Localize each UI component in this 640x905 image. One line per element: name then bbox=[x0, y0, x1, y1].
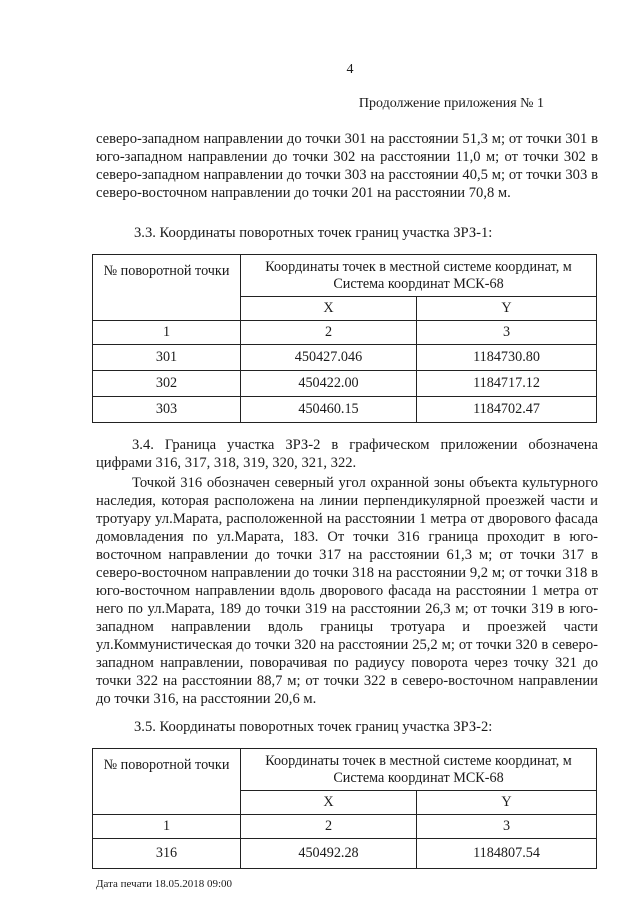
header-coordinates bbox=[241, 749, 597, 791]
coordinates-table-zrz-2 bbox=[92, 748, 597, 869]
section-3-4-paragraph-1: 3.4. Граница участка ЗРЗ-2 в графическом приложении обозначена цифрами 316, 317, 318, 319, 320, 321, 322. bbox=[96, 437, 598, 471]
index-cell: 2 bbox=[241, 321, 417, 345]
point-cell: 316 bbox=[93, 839, 241, 869]
table-row bbox=[93, 345, 597, 371]
header-x: X bbox=[241, 791, 417, 815]
y-cell: 1184717.12 bbox=[417, 371, 597, 397]
header-coordinates-line2: Система координат МСК-68 bbox=[333, 769, 504, 786]
index-cell: 3 bbox=[417, 815, 597, 839]
x-cell: 450492.28 bbox=[241, 839, 417, 869]
coordinates-table-zrz-1 bbox=[92, 254, 597, 423]
y-cell: 1184807.54 bbox=[417, 839, 597, 869]
section-3-3-heading: 3.3. Координаты поворотных точек границ участка ЗРЗ-1: bbox=[134, 225, 493, 241]
y-cell: 1184702.47 bbox=[417, 397, 597, 423]
section-3-5-heading: 3.5. Координаты поворотных точек границ участка ЗРЗ-2: bbox=[134, 719, 493, 735]
y-cell: 1184730.80 bbox=[417, 345, 597, 371]
page-number: 4 bbox=[346, 62, 354, 77]
x-cell: 450460.15 bbox=[241, 397, 417, 423]
header-y: Y bbox=[417, 791, 597, 815]
table-header-row bbox=[93, 749, 597, 791]
appendix-note: Продолжение приложения № 1 bbox=[358, 96, 544, 111]
point-cell: 301 bbox=[93, 345, 241, 371]
table-row bbox=[93, 371, 597, 397]
x-cell: 450422.00 bbox=[241, 371, 417, 397]
header-coordinates-line1: Координаты точек в местной системе координат, м bbox=[265, 752, 572, 769]
table-row bbox=[93, 839, 597, 869]
header-coordinates-line2: Система координат МСК-68 bbox=[333, 275, 504, 292]
index-cell: 1 bbox=[93, 815, 241, 839]
point-cell: 303 bbox=[93, 397, 241, 423]
x-cell: 450427.046 bbox=[241, 345, 417, 371]
header-coordinates-line1: Координаты точек в местной системе координат, м bbox=[265, 258, 572, 275]
table-index-row bbox=[93, 815, 597, 839]
index-cell: 2 bbox=[241, 815, 417, 839]
table-header-row bbox=[93, 255, 597, 297]
print-date: Дата печати 18.05.2018 09:00 bbox=[96, 878, 233, 890]
table-row bbox=[93, 397, 597, 423]
point-cell: 302 bbox=[93, 371, 241, 397]
header-x: X bbox=[241, 297, 417, 321]
header-y: Y bbox=[417, 297, 597, 321]
header-point-number: № поворотной точки bbox=[93, 255, 241, 321]
index-cell: 1 bbox=[93, 321, 241, 345]
section-3-4-paragraph-2: Точкой 316 обозначен северный угол охранной зоны объекта культурного наследия, которая расположена на линии перпендикулярной проезжей части и тротуару ул.Марата, расположенной на расстоянии 1 метра от дворового фасада домовладения по ул.Марата, 183. От точки 316 граница проходит в юго-восточном направлении до точки 317 на расстоянии 61,3 м; от точки 317 в северо-восточном направлении до точки 318 на расстоянии 9,2 м; от точки 318 в юго-восточном направлении вдоль дворового фасада на расстоянии 1 метра от него по ул.Марата, 189 до точки 319 на расстоянии 26,3 м; от точки 319 в юго-западном направлении вдоль границы тротуара и проезжей части ул.Коммунистическая до точки 320 на расстоянии 25,2 м; от точки 320 в северо-западном направлении, поворачивая по радиусу поворота через точку 321 до точки 322 на расстоянии 88,7 м; от точки 322 в северо-восточном направлении до точки 316, на расстоянии 20,6 м. bbox=[96, 475, 598, 707]
table-index-row bbox=[93, 321, 597, 345]
header-point-number: № поворотной точки bbox=[93, 749, 241, 815]
intro-paragraph: северо-западном направлении до точки 301 на расстоянии 51,3 м; от точки 301 в юго-западном направлении до точки 302 на расстоянии 11,0 м; от точки 302 в северо-западном направлении до точки 303 на расстоянии 40,5 м; от точки 303 в северо-восточном направлении до точки 201 на расстоянии 70,8 м. bbox=[96, 131, 598, 201]
header-coordinates bbox=[241, 255, 597, 297]
index-cell: 3 bbox=[417, 321, 597, 345]
